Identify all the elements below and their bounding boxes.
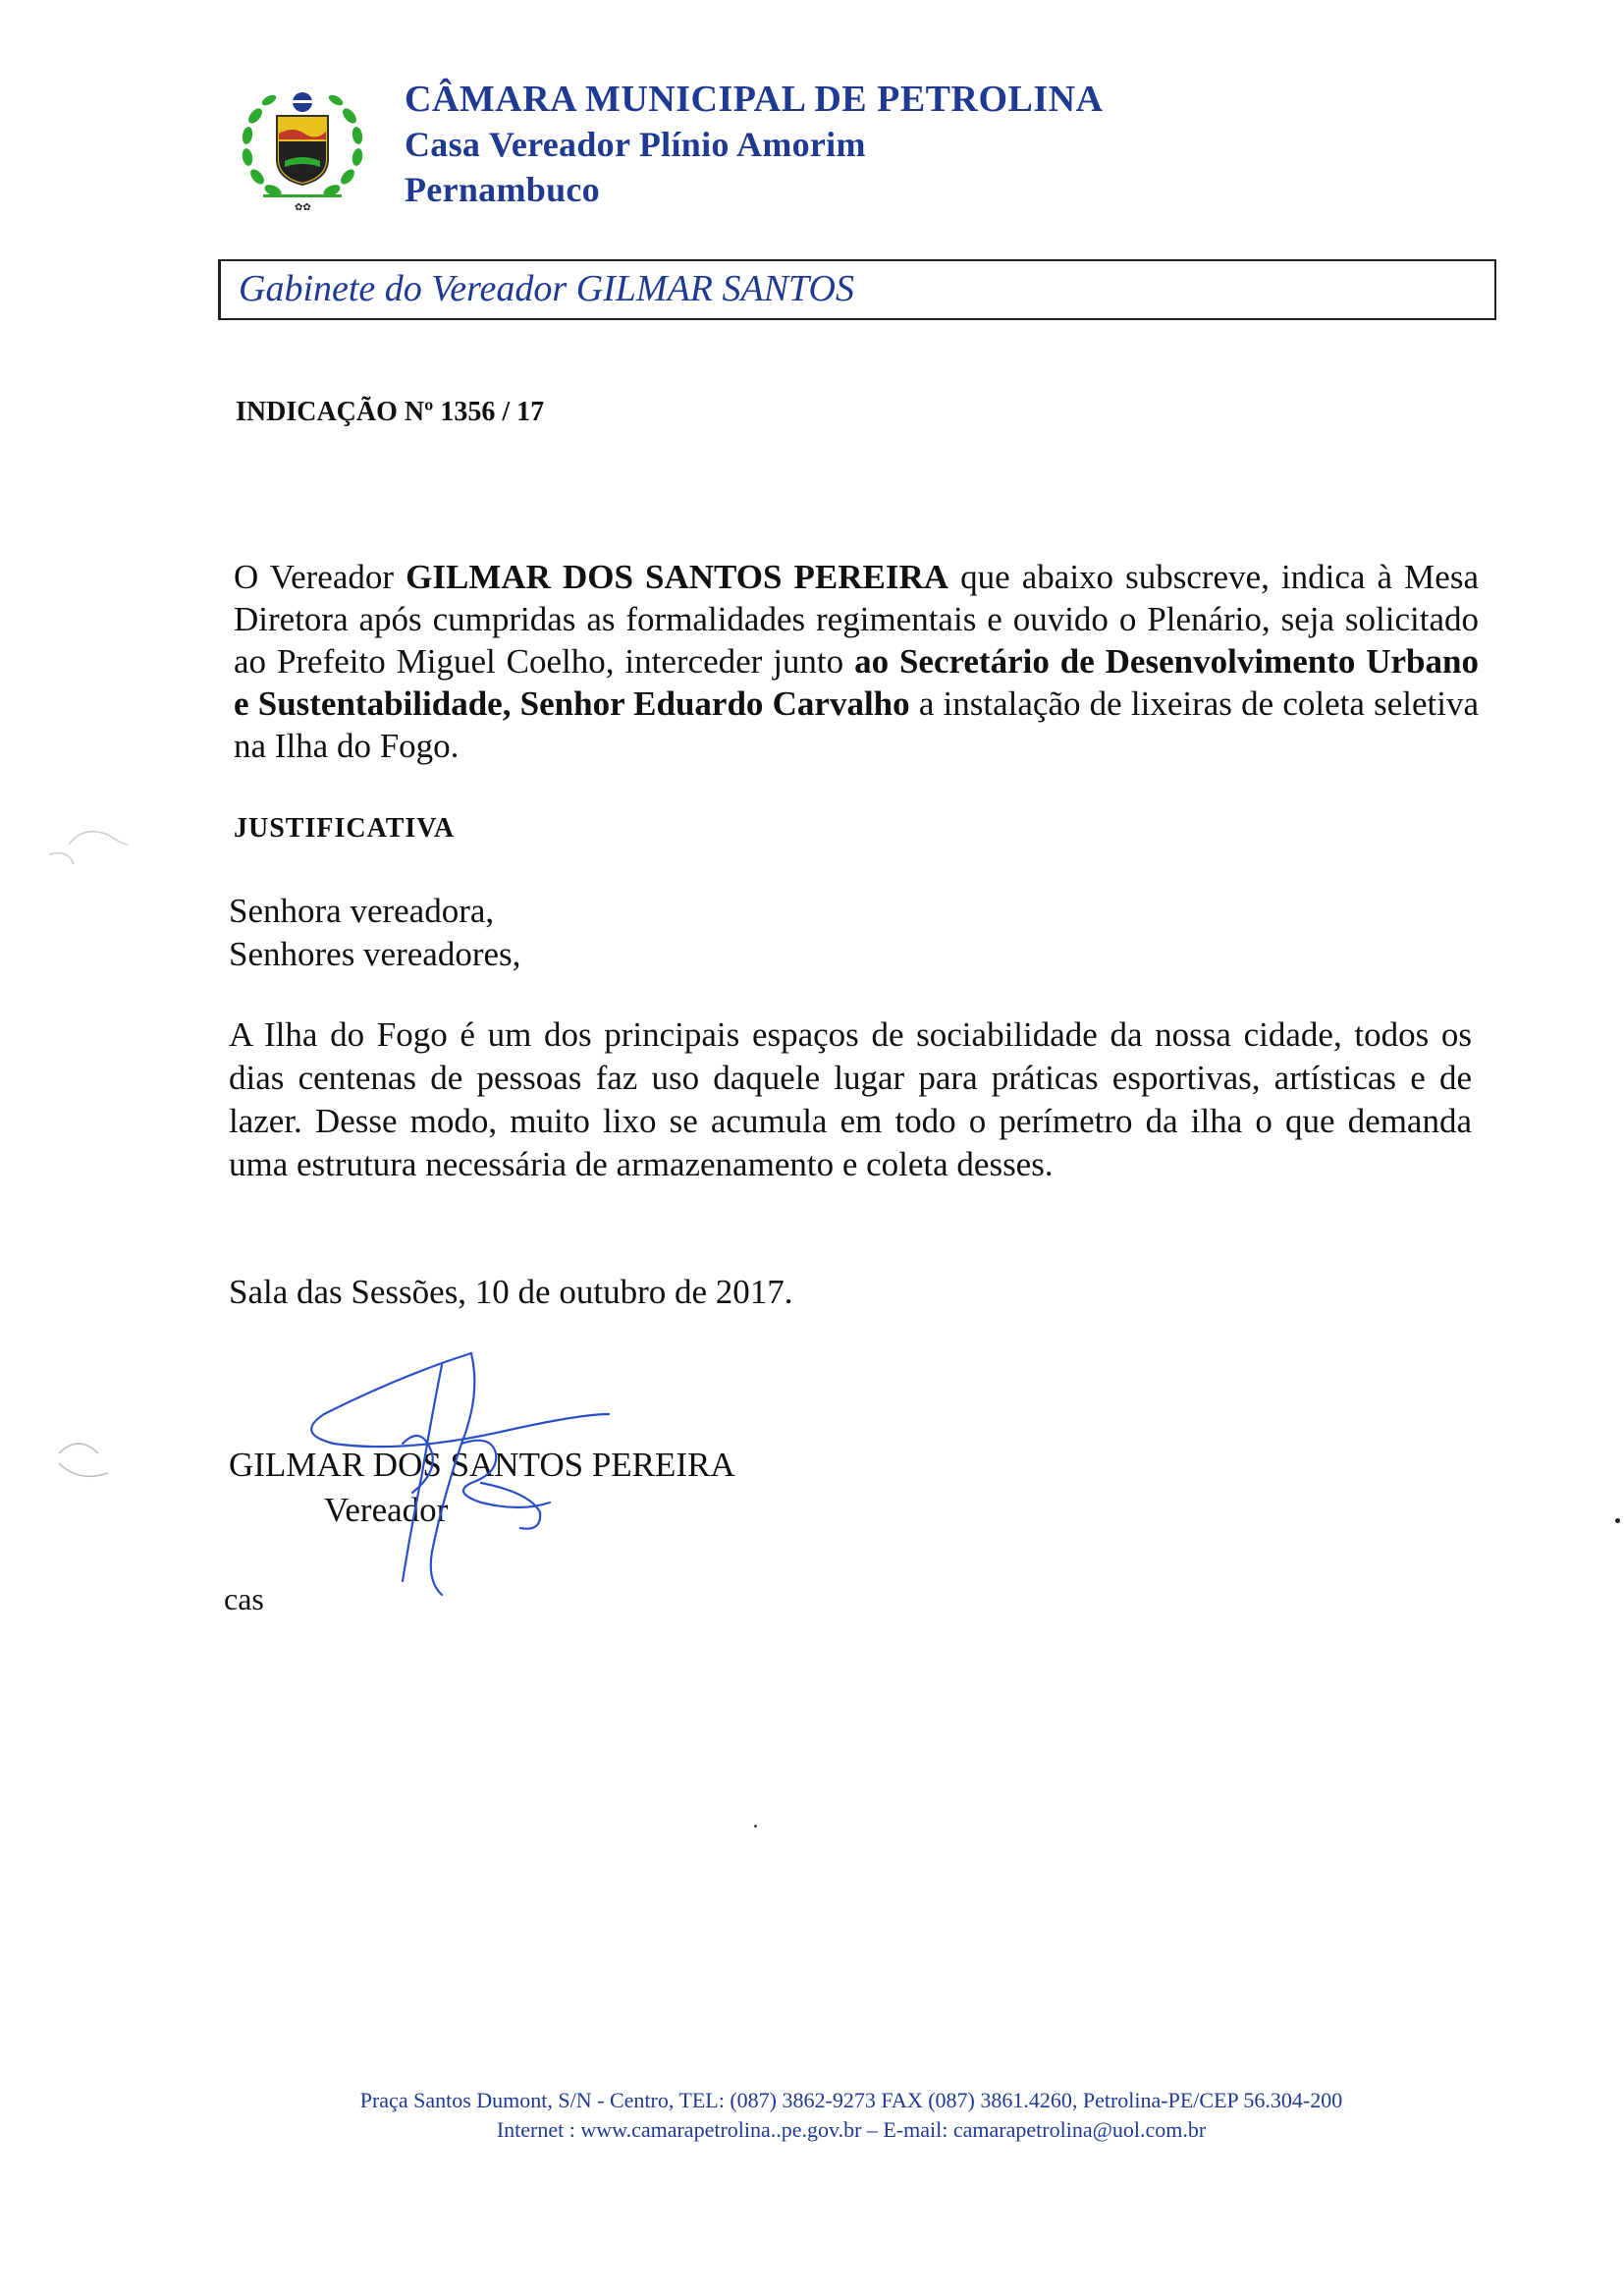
house-name: Casa Vereador Plínio Amorim xyxy=(405,125,866,164)
institution-name: CÂMARA MUNICIPAL DE PETROLINA xyxy=(405,79,1104,120)
greeting-line-2: Senhores vereadores, xyxy=(229,935,521,973)
justification-heading: JUSTIFICATIVA xyxy=(234,813,456,844)
recipient-name: ao Secretário de Desenvolvimento Urbano e Sustentabilidade, Senhor Eduardo Carvalho xyxy=(234,642,1479,723)
typist-initials: cas xyxy=(224,1581,264,1616)
scan-artifact xyxy=(29,805,137,884)
justification-paragraph xyxy=(229,1013,1472,1186)
intro-prefix: O Vereador xyxy=(234,558,406,596)
intro-suffix: a instalação de lixeiras de coleta seletiva na Ilha do Fogo. xyxy=(234,684,1479,765)
footer xyxy=(0,2086,1624,2145)
cabinet-title: Gabinete do Vereador GILMAR SANTOS xyxy=(239,268,854,309)
indication-paragraph xyxy=(234,556,1479,767)
scan-artifact xyxy=(49,1424,128,1493)
signatory-name: GILMAR DOS SANTOS PEREIRA xyxy=(229,1446,735,1484)
footer-contact: Internet : www.camarapetrolina..pe.gov.br – E-mail: camarapetrolina@uol.com.br xyxy=(496,2117,1207,2142)
footer-address: Praça Santos Dumont, S/N - Centro, TEL: (087) 3862-9273 FAX (087) 3861.4260, Petrolina-PE/CEP 56.304-200 xyxy=(359,2088,1343,2112)
institution-header xyxy=(405,77,1104,212)
scan-dot xyxy=(1615,1518,1620,1523)
state-name: Pernambuco xyxy=(405,170,600,209)
handwritten-signature xyxy=(285,1336,638,1611)
place-and-date: Sala das Sessões, 10 de outubro de 2017. xyxy=(229,1273,793,1311)
greeting xyxy=(229,890,520,976)
intro-middle: que abaixo subscreve, indica à Mesa Diretora após cumpridas as formalidades regimentais e ouvido o Plenário, seja solicitado ao Prefeito Miguel Coelho, interceder junto xyxy=(234,558,1479,681)
signatory-role: Vereador xyxy=(324,1491,449,1529)
coat-of-arms-emblem xyxy=(234,77,371,214)
scan-dot xyxy=(754,1825,757,1828)
indication-number: INDICAÇÃO Nº 1356 / 17 xyxy=(236,397,545,427)
svg-text:✿✿: ✿✿ xyxy=(295,202,311,213)
author-name: GILMAR DOS SANTOS PEREIRA xyxy=(406,558,949,596)
greeting-line-1: Senhora vereadora, xyxy=(229,892,495,930)
cabinet-title-box xyxy=(218,259,1496,320)
justification-text: A Ilha do Fogo é um dos principais espaços de sociabilidade da nossa cidade, todos os dias centenas de pessoas faz uso daquele lugar para práticas esportivas, artísticas e de lazer. Desse modo, muito lixo se acumula em todo o perímetro da ilha o que demanda uma estrutura necessária de armazenamento e coleta desses. xyxy=(229,1015,1472,1183)
